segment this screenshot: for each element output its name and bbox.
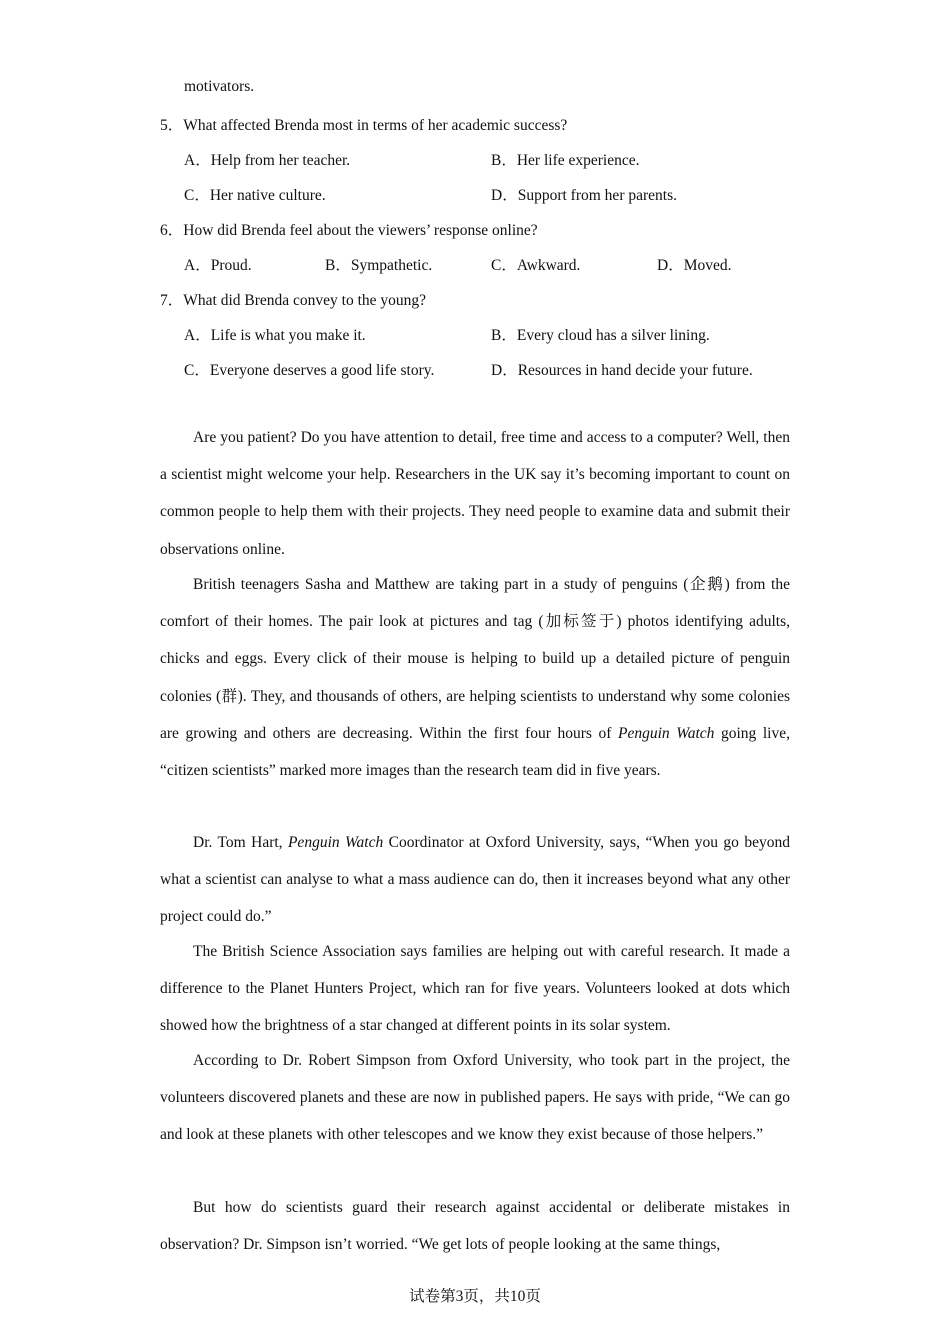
question-number: 6	[160, 222, 168, 239]
option-7a[interactable]: A．Life is what you make it.	[184, 327, 366, 344]
option-7d[interactable]: D．Resources in hand decide your future.	[491, 362, 753, 379]
question-7: 7．What did Brenda convey to the young?	[160, 292, 427, 309]
page-footer: 试卷第3页，共10页	[409, 1288, 541, 1305]
passage-paragraph-5: According to Dr. Robert Simpson from Oxford University, who took part in the project, the volunteers discovered planets and these are now in published papers. He says with pride, “We can go and look at these planets with other telescopes and we know they exist because of those helpers.”	[160, 1052, 790, 1144]
option-5c[interactable]: C．Her native culture.	[184, 187, 326, 204]
option-7b[interactable]: B．Every cloud has a silver lining.	[491, 327, 710, 344]
passage-paragraph-4: The British Science Association says families are helping out with careful research. It made a difference to the Planet Hunters Project, which ran for five years. Volunteers looked at dots which showed how the brightness of a star changed at different points in its solar system.	[160, 943, 790, 1035]
option-6d[interactable]: D．Moved.	[657, 257, 732, 274]
project-name-italic: Penguin Watch	[287, 834, 384, 851]
project-name-italic: Penguin Watch	[618, 724, 715, 742]
option-5a[interactable]: A．Help from her teacher.	[184, 152, 351, 169]
option-6b[interactable]: B．Sympathetic.	[325, 257, 433, 274]
option-6a[interactable]: A．Proud.	[184, 257, 252, 274]
passage-paragraph-1: Are you patient? Do you have attention to detail, free time and access to a computer? Well, then a scientist might welcome your help. Researchers in the UK say it’s becoming important to count on common people to help them with their projects. They need people to examine data and submit their observations online.	[160, 429, 790, 558]
question-stem: What did Brenda convey to the young?	[183, 292, 427, 309]
continuation-text: motivators.	[184, 78, 255, 95]
question-number: 7	[160, 292, 168, 309]
option-5b[interactable]: B．Her life experience.	[491, 152, 640, 169]
question-6: 6．How did Brenda feel about the viewers’ response online?	[160, 222, 538, 239]
passage-paragraph-6: But how do scientists guard their research against accidental or deliberate mistakes in observation? Dr. Simpson isn’t worried. “We get lots of people looking at the same things,	[160, 1199, 790, 1254]
option-5d[interactable]: D．Support from her parents.	[491, 187, 677, 204]
question-stem: How did Brenda feel about the viewers’ response online?	[183, 222, 538, 239]
option-7c[interactable]: C．Everyone deserves a good life story.	[184, 362, 435, 379]
question-stem: What affected Brenda most in terms of her academic success?	[183, 117, 568, 134]
question-number: 5	[160, 117, 168, 134]
option-6c[interactable]: C．Awkward.	[491, 257, 581, 274]
passage-paragraph-2: British teenagers Sasha and Matthew are taking part in a study of penguins (企鹅) from the comfort of their homes. The pair look at pictures and tag (加标签于) photos identifying adults, chicks and eggs. Every click of their mouse is helping to build up a detailed picture of penguin colonies (群). They, and thousands of others, are helping scientists to understand why some colonies are growing and others are decreasing. Within the first four hours of Penguin Watch going live, “citizen scientists” marked more images than the research team did in five years.	[160, 576, 790, 780]
passage-paragraph-3: Dr. Tom Hart, Penguin Watch Coordinator at Oxford University, says, “When you go beyond what a scientist can analyse to what a mass audience can do, then it increases beyond what any other project could do.”	[160, 834, 790, 926]
question-5: 5．What affected Brenda most in terms of her academic success?	[160, 117, 568, 134]
